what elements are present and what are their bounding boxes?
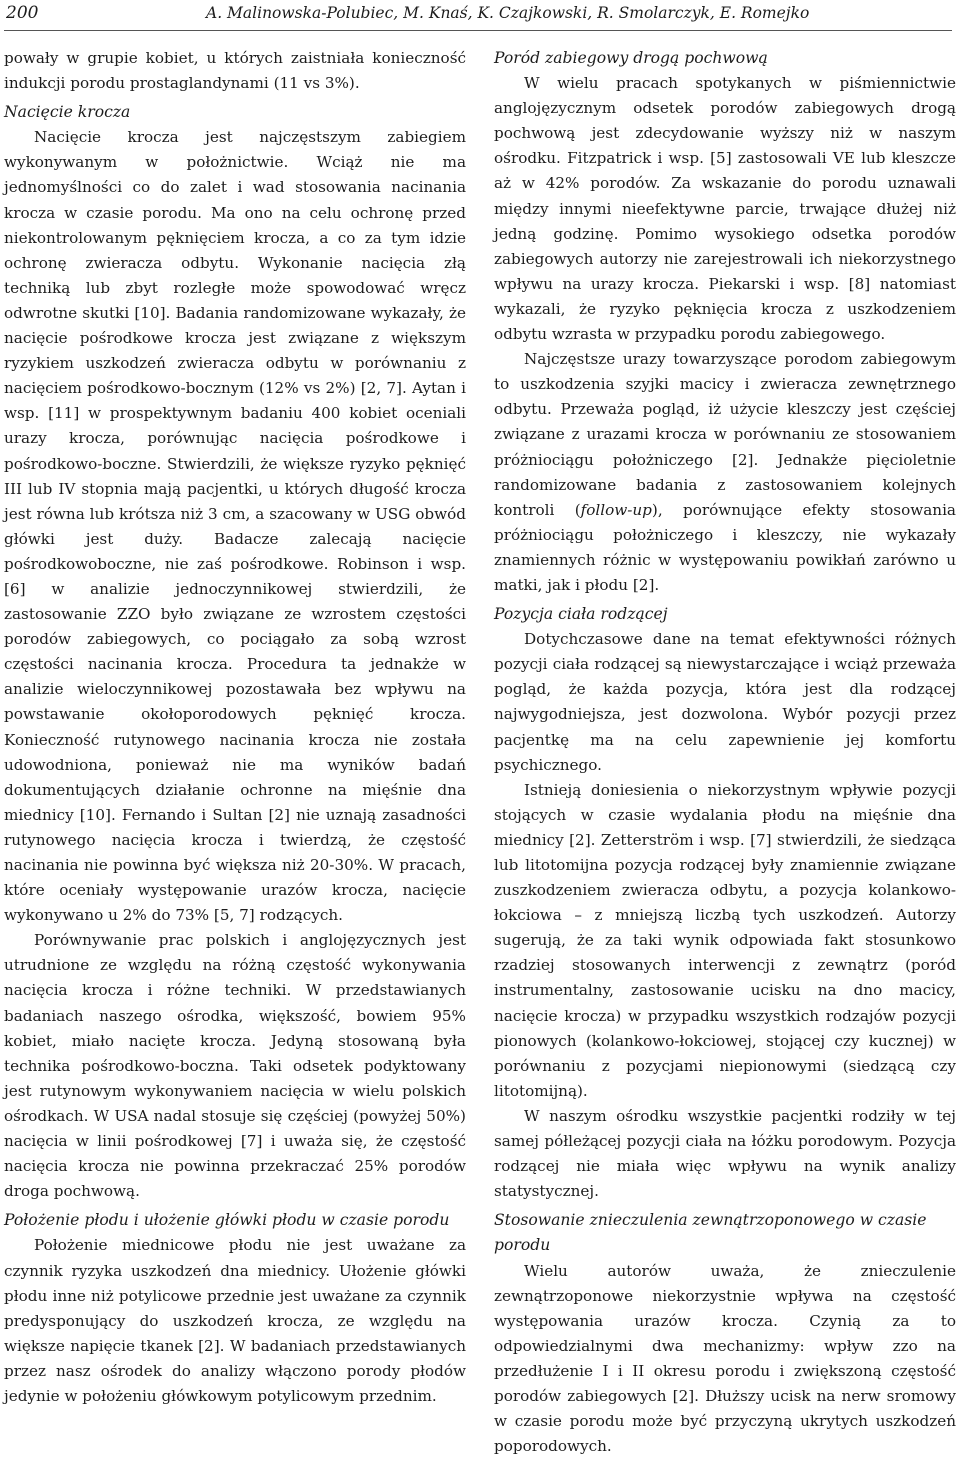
paragraph: Położenie miednicowe płodu nie jest uważane za czynnik ryzyka uszkodzeń dna miednicy. Ułożenie główki płodu inne niż potylicowe przednie jest uważane za czynnik predysponujący do uszkodzeń krocza, ze względu na większe napięcie tkanek [2]. W badaniach przedstawianych przez nasz ośrodek do analizy włączono porody płodów jedynie w położeniu główkowym potylicowym przednim. [4, 1233, 466, 1409]
paragraph: Porównywanie prac polskich i anglojęzycznych jest utrudnione ze względu na różną częstość wykonywania nacięcia krocza i różne techniki. W przedstawianych badaniach naszego ośrodka, większość, bowiem 95% kobiet, miało nacięte krocza. Jedyną stosowaną była technika pośrodkowo-boczna. Taki odsetek podyktowany jest rutynowym wykonywaniem nacięcia w wielu polskich ośrodkach. W USA nadal stosuje się częściej (powyżej 50%) nacięcia w linii pośrodkowej [7] i uważa się, że częstość nacięcia krocza nie powinna przekraczać 25% porodów droga pochwową. [4, 928, 466, 1204]
section-heading: Stosowanie znieczulenia zewnątrzoponowego w czasie porodu [494, 1208, 956, 1258]
section-heading: Pozycja ciała rodzącej [494, 602, 956, 627]
left-column [4, 46, 466, 1409]
paragraph-text: Najczęstsze urazy towarzyszące porodom zabiegowym to uszkodzenia szyjki macicy i zwieracza zewnętrznego odbytu. Przeważa pogląd, iż użycie kleszczy jest częściej związane z urazami krocza w porównaniu ze stosowaniem próżniociągu położniczego [2]. Jednakże pięcioletnie randomizowane badania z zastosowaniem kolejnych kontroli ( [494, 350, 956, 519]
emphasis-text: follow-up [581, 501, 652, 519]
paragraph: Nacięcie krocza jest najczęstszym zabiegiem wykonywanym w położnictwie. Wciąż nie ma jednomyślności co do zalet i wad stosowania nacinania krocza w czasie porodu. Ma ono na celu ochronę przed niekontrolowanym pęknięciem krocza, a co za tym idzie ochronę zwieracza odbytu. Wykonanie nacięcia złą techniką lub zbyt rozległe może spowodować wręcz odwrotne skutki [10]. Badania randomizowane wykazały, że nacięcie pośrodkowe krocza jest związane z większym ryzykiem uszkodzeń zwieracza odbytu w porównaniu z nacięciem pośrodkowo-bocznym (12% vs 2%) [2, 7]. Aytan i wsp. [11] w prospektywnym badaniu 400 kobiet oceniali urazy krocza, porównując nacięcia pośrodkowe i pośrodkowo-boczne. Stwierdzili, że większe ryzyko pęknięć III lub IV stopnia mają pacjentki, u których długość krocza jest równa lub krótsza niż 3 cm, a szacowany w USG obwód główki jest duży. Badacze zalecają nacięcie pośrodkowoboczne, nie zaś pośrodkowe. Robinson i wsp. [6] w analizie jednoczynnikowej stwierdzili, że zastosowanie ZZO było związane ze wzrostem częstości porodów zabiegowych, co pociągało za sobą wzrost częstości nacinania krocza. Procedura ta jednakże w analizie wieloczynnikowej pozostawała bez wpływu na powstawanie okołoporodowych pęknięć krocza. Konieczność rutynowego nacinania krocza nie została udowodniona, ponieważ nie ma wyników badań dokumentujących działanie ochronne na mięśnie dna miednicy [10]. Fernando i Sultan [2] nie uznają zasadności rutynowego nacięcia krocza i twierdzą, że częstość nacinania nie powinna być większa niż 20-30%. W pracach, które oceniały występowanie urazów krocza, nacięcie wykonywano u 2% do 73% [5, 7] rodzących. [4, 125, 466, 928]
right-column [494, 46, 956, 1459]
paragraph: W wielu pracach spotykanych w piśmiennictwie anglojęzycznym odsetek porodów zabiegowych drogą pochwową jest zdecydowanie wyższy niż w naszym ośrodku. Fitzpatrick i wsp. [5] zastosowali VE lub kleszcze aż w 42% porodów. Za wskazanie do porodu uznawali między innymi nieefektywne parcie, trwające dłużej niż jedną godzinę. Pomimo wysokiego odsetka porodów zabiegowych autorzy nie zarejestrowali ich niekorzystnego wpływu na urazy krocza. Piekarski i wsp. [8] natomiast wykazali, że ryzyko pęknięcia krocza z uszkodzeniem odbytu wzrasta w przypadku porodu zabiegowego. [494, 71, 956, 347]
paragraph: W naszym ośrodku wszystkie pacjentki rodziły w tej samej półleżącej pozycji ciała na łóżku porodowym. Pozycja rodzącej nie miała więc wpływu na wynik analizy statystycznej. [494, 1104, 956, 1204]
section-heading: Położenie płodu i ułożenie główki płodu w czasie porodu [4, 1208, 466, 1233]
paragraph: Istnieją doniesienia o niekorzystnym wpływie pozycji stojących w czasie wydalania płodu na mięśnie dna miednicy [2]. Zetterström i wsp. [7] stwierdzili, że siedząca lub litotomijna pozycja rodzącej były znamiennie związane zuszkodzeniem zwieracza odbytu, a pozycja kolankowo-łokciowa – z mniejszą liczbą tych uszkodzeń. Autorzy sugerują, że za taki wynik odpowiada fakt stosunkowo rzadziej stosowanych interwencji z zewnątrz (poród instrumentalny, zastosowanie ucisku na dno macicy, nacięcie krocza) w przypadku wszystkich rodzajów pozycji pionowych (kolankowo-łokciowej, stojącej czy kucznej) w porównaniu z pozycjami niepionowymi (siedzącą czy litotomijną). [494, 778, 956, 1104]
section-heading: Poród zabiegowy drogą pochwową [494, 46, 956, 71]
running-header-authors: A. Malinowska-Polubiec, M. Knaś, K. Czajkowski, R. Smolarczyk, E. Romejko [206, 0, 809, 26]
page-number: 200 [6, 0, 38, 26]
running-header [4, 0, 952, 31]
section-heading: Nacięcie krocza [4, 100, 466, 125]
paragraph [494, 347, 956, 598]
paragraph: Wielu autorów uważa, że znieczulenie zewnątrzoponowe niekorzystnie wpływa na częstość występowania urazów krocza. Czynią za to odpowiedzialnymi dwa mechanizmy: wpływ zzo na przedłużenie I i II okresu porodu i zwiększoną częstość porodów zabiegowych [2]. Dłuższy ucisk na nerw sromowy w czasie porodu może być przyczyną ukrytych uszkodzeń poporodowych. [494, 1259, 956, 1459]
paragraph: Dotychczasowe dane na temat efektywności różnych pozycji ciała rodzącej są niewystarczające i wciąż przeważa pogląd, że każda pozycja, która jest dla rodzącej najwygodniejsza, jest dozwolona. Wybór pozycji przez pacjentkę ma na celu zapewnienie jej komfortu psychicznego. [494, 627, 956, 778]
paragraph-text: ), porównujące efekty stosowania próżniociągu położniczego i kleszczy, nie wykazały znamiennych różnic w występowaniu powikłań zarówno u matki, jak i płodu [2]. [494, 501, 956, 594]
paragraph: powały w grupie kobiet, u których zaistniała konieczność indukcji porodu prostaglandynami (11 vs 3%). [4, 46, 466, 96]
